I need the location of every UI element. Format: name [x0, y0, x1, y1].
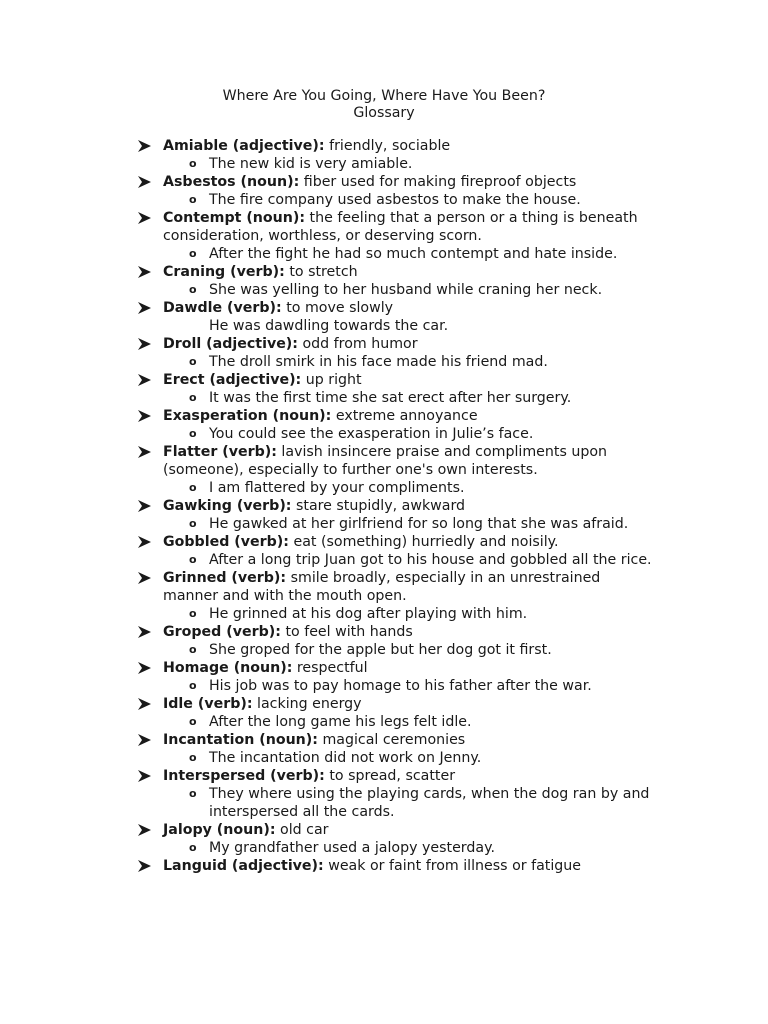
entry-definition-line	[163, 497, 658, 515]
example-sentence	[163, 191, 658, 209]
example-list	[163, 191, 658, 209]
example-sentence	[163, 353, 658, 371]
document-subtitle: Glossary	[353, 105, 415, 121]
example-text: It was the first time she sat erect after her surgery.	[209, 390, 572, 406]
glossary-entry	[138, 137, 658, 173]
entry-definition: to spread, scatter	[324, 768, 456, 784]
entry-term: Languid (adjective):	[163, 858, 324, 874]
entry-term: Jalopy (noun):	[163, 822, 276, 838]
entry-definition-line	[163, 209, 658, 245]
entry-definition: odd from humor	[297, 336, 418, 352]
example-text: After a long trip Juan got to his house and gobbled all the rice.	[209, 552, 652, 568]
sub-bullet-icon: o	[189, 157, 197, 170]
example-sentence	[163, 389, 658, 407]
glossary-entry	[138, 209, 658, 263]
glossary-entry	[138, 569, 658, 623]
arrow-bullet-icon	[138, 263, 152, 281]
example-list	[163, 281, 658, 299]
entry-definition-line	[163, 533, 658, 551]
sub-bullet-icon: o	[189, 607, 197, 620]
glossary-entry	[138, 731, 658, 767]
entry-definition-line	[163, 173, 658, 191]
entry-definition: eat (something) hurriedly and noisily.	[288, 534, 559, 550]
arrow-bullet-icon	[138, 371, 152, 389]
entry-term: Contempt (noun):	[163, 210, 306, 226]
entry-term: Incantation (noun):	[163, 732, 318, 748]
example-text: You could see the exasperation in Julie’s face.	[209, 426, 534, 442]
sub-bullet-icon: o	[189, 427, 197, 440]
glossary-list	[138, 137, 658, 875]
entry-definition: old car	[275, 822, 329, 838]
entry-term: Gawking (verb):	[163, 498, 292, 514]
arrow-bullet-icon	[138, 731, 152, 749]
entry-term: Flatter (verb):	[163, 444, 277, 460]
entry-definition: magical ceremonies	[317, 732, 466, 748]
example-sentence	[163, 155, 658, 173]
entry-term: Homage (noun):	[163, 660, 293, 676]
glossary-entry	[138, 695, 658, 731]
entry-term: Gobbled (verb):	[163, 534, 289, 550]
sub-bullet-icon: o	[189, 193, 197, 206]
arrow-bullet-icon	[138, 767, 152, 785]
example-sentence	[163, 839, 658, 857]
glossary-entry	[138, 299, 658, 335]
example-text: His job was to pay homage to his father after the war.	[209, 678, 592, 694]
example-list	[163, 605, 658, 623]
example-list	[163, 425, 658, 443]
document-title: Where Are You Going, Where Have You Been?	[222, 88, 546, 104]
entry-definition: fiber used for making fireproof objects	[299, 174, 577, 190]
entry-definition: the feeling that a person or a thing is beneath consideration, worthless, or deserving scorn.	[163, 210, 638, 244]
entry-term: Dawdle (verb):	[163, 300, 282, 316]
example-list	[163, 641, 658, 659]
arrow-bullet-icon	[138, 407, 152, 425]
glossary-entry	[138, 443, 658, 497]
sub-bullet-icon: o	[189, 643, 197, 656]
arrow-bullet-icon	[138, 497, 152, 515]
entry-term: Asbestos (noun):	[163, 174, 300, 190]
example-list	[163, 317, 658, 335]
example-text: After the fight he had so much contempt and hate inside.	[209, 246, 618, 262]
glossary-entry	[138, 659, 658, 695]
entry-definition: to feel with hands	[280, 624, 413, 640]
entry-definition: to move slowly	[281, 300, 394, 316]
arrow-bullet-icon	[138, 209, 152, 227]
document-header	[0, 88, 768, 122]
sub-bullet-icon: o	[189, 391, 197, 404]
sub-bullet-icon: o	[189, 247, 197, 260]
glossary-entry	[138, 335, 658, 371]
entry-definition-line	[163, 659, 658, 677]
example-sentence	[163, 605, 658, 623]
entry-definition-line	[163, 443, 658, 479]
glossary-entry	[138, 407, 658, 443]
entry-definition: up right	[301, 372, 362, 388]
entry-definition-line	[163, 767, 658, 785]
entry-definition-line	[163, 407, 658, 425]
entry-definition-line	[163, 821, 658, 839]
entry-definition-line	[163, 371, 658, 389]
example-list	[163, 515, 658, 533]
entry-definition-line	[163, 263, 658, 281]
sub-bullet-icon: o	[189, 481, 197, 494]
example-sentence	[163, 245, 658, 263]
arrow-bullet-icon	[138, 821, 152, 839]
sub-bullet-icon: o	[189, 751, 197, 764]
example-list	[163, 245, 658, 263]
glossary-entry	[138, 767, 658, 821]
arrow-bullet-icon	[138, 695, 152, 713]
arrow-bullet-icon	[138, 299, 152, 317]
example-text: The new kid is very amiable.	[209, 156, 413, 172]
example-sentence	[163, 479, 658, 497]
glossary-entry	[138, 497, 658, 533]
entry-definition-line	[163, 137, 658, 155]
example-list	[163, 479, 658, 497]
example-text: He was dawdling towards the car.	[209, 318, 449, 334]
glossary-entry	[138, 533, 658, 569]
entry-term: Grinned (verb):	[163, 570, 287, 586]
glossary-entry	[138, 263, 658, 299]
arrow-bullet-icon	[138, 335, 152, 353]
entry-definition-line	[163, 731, 658, 749]
sub-bullet-icon: o	[189, 787, 197, 800]
arrow-bullet-icon	[138, 533, 152, 551]
example-sentence	[163, 641, 658, 659]
glossary-entry	[138, 623, 658, 659]
entry-definition: extreme annoyance	[331, 408, 478, 424]
entry-definition-line	[163, 623, 658, 641]
sub-bullet-icon: o	[189, 283, 197, 296]
example-sentence	[163, 677, 658, 695]
arrow-bullet-icon	[138, 137, 152, 155]
example-list	[163, 389, 658, 407]
arrow-bullet-icon	[138, 569, 152, 587]
entry-definition-line	[163, 569, 658, 605]
entry-term: Droll (adjective):	[163, 336, 298, 352]
example-text: After the long game his legs felt idle.	[209, 714, 472, 730]
glossary-entry	[138, 857, 658, 875]
sub-bullet-icon: o	[189, 841, 197, 854]
entry-definition: smile broadly, especially in an unrestrained manner and with the mouth open.	[163, 570, 601, 604]
entry-term: Idle (verb):	[163, 696, 253, 712]
entry-definition: weak or faint from illness or fatigue	[323, 858, 582, 874]
entry-term: Craning (verb):	[163, 264, 285, 280]
entry-definition: to stretch	[284, 264, 358, 280]
glossary-entry	[138, 371, 658, 407]
example-list	[163, 839, 658, 857]
sub-bullet-icon: o	[189, 517, 197, 530]
arrow-bullet-icon	[138, 443, 152, 461]
example-text: The incantation did not work on Jenny.	[209, 750, 482, 766]
entry-term: Interspersed (verb):	[163, 768, 325, 784]
example-text: They where using the playing cards, when the dog ran by and interspersed all the cards.	[209, 786, 650, 820]
example-list	[163, 749, 658, 767]
example-sentence	[163, 749, 658, 767]
example-list	[163, 551, 658, 569]
entry-definition-line	[163, 695, 658, 713]
arrow-bullet-icon	[138, 659, 152, 677]
arrow-bullet-icon	[138, 173, 152, 191]
example-sentence	[163, 515, 658, 533]
entry-definition: stare stupidly, awkward	[291, 498, 466, 514]
example-list	[163, 353, 658, 371]
example-sentence	[163, 317, 658, 335]
example-text: The droll smirk in his face made his friend mad.	[209, 354, 548, 370]
example-sentence	[163, 425, 658, 443]
entry-definition: lavish insincere praise and compliments upon (someone), especially to further one's own interests.	[163, 444, 608, 478]
example-text: He grinned at his dog after playing with him.	[209, 606, 528, 622]
example-list	[163, 677, 658, 695]
example-sentence	[163, 551, 658, 569]
example-sentence	[163, 785, 658, 821]
entry-term: Groped (verb):	[163, 624, 281, 640]
example-text: She was yelling to her husband while craning her neck.	[209, 282, 603, 298]
entry-term: Exasperation (noun):	[163, 408, 332, 424]
example-list	[163, 713, 658, 731]
entry-definition-line	[163, 335, 658, 353]
glossary-entry	[138, 821, 658, 857]
example-list	[163, 785, 658, 821]
sub-bullet-icon: o	[189, 553, 197, 566]
entry-definition-line	[163, 857, 658, 875]
arrow-bullet-icon	[138, 857, 152, 875]
entry-definition: lacking energy	[252, 696, 362, 712]
example-text: My grandfather used a jalopy yesterday.	[209, 840, 495, 856]
example-text: She groped for the apple but her dog got it first.	[209, 642, 552, 658]
entry-term: Erect (adjective):	[163, 372, 302, 388]
example-text: The fire company used asbestos to make the house.	[209, 192, 581, 208]
sub-bullet-icon: o	[189, 355, 197, 368]
entry-definition: respectful	[292, 660, 368, 676]
entry-definition-line	[163, 299, 658, 317]
example-sentence	[163, 281, 658, 299]
example-sentence	[163, 713, 658, 731]
arrow-bullet-icon	[138, 623, 152, 641]
entry-term: Amiable (adjective):	[163, 138, 325, 154]
sub-bullet-icon: o	[189, 679, 197, 692]
example-text: He gawked at her girlfriend for so long that she was afraid.	[209, 516, 629, 532]
glossary-entry	[138, 173, 658, 209]
entry-definition: friendly, sociable	[324, 138, 451, 154]
example-list	[163, 155, 658, 173]
sub-bullet-icon: o	[189, 715, 197, 728]
example-text: I am flattered by your compliments.	[209, 480, 465, 496]
